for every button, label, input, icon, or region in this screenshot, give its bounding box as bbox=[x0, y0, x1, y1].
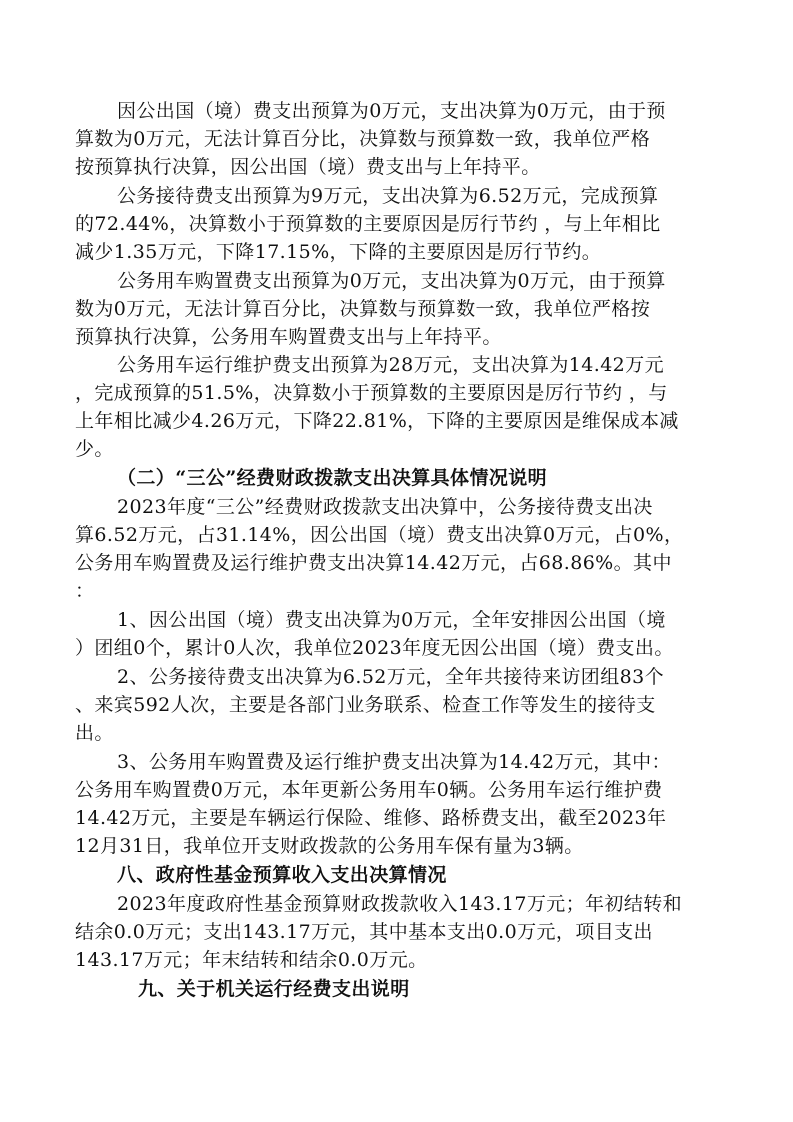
paragraph-line: 数为0万元，无法计算百分比，决算数与预算数一致，我单位严格按 bbox=[75, 298, 651, 320]
paragraph-line: 公务用车购置费及运行维护费支出决算14.42万元，占68.86%。其中 bbox=[75, 552, 672, 574]
paragraph-line: 14.42万元，主要是车辆运行保险、维修、路桥费支出，截至2023年 bbox=[75, 807, 667, 829]
paragraph-line: 因公出国（境）费支出预算为0万元，支出决算为0万元，由于预 bbox=[117, 100, 666, 122]
paragraph-line: 算6.52万元，占31.14%，因公出国（境）费支出决算0万元，占0%， bbox=[75, 524, 684, 546]
section-heading: 九、关于机关运行经费支出说明 bbox=[138, 978, 410, 1000]
paragraph-line: 143.17万元；年末结转和结余0.0万元。 bbox=[75, 949, 428, 971]
paragraph-line: 公务用车运行维护费支出预算为28万元，支出决算为14.42万元 bbox=[117, 354, 664, 376]
paragraph-line: 结余0.0万元；支出143.17万元，其中基本支出0.0万元，项目支出 bbox=[75, 921, 653, 943]
section-heading: 八、政府性基金预算收入支出决算情况 bbox=[117, 864, 447, 886]
paragraph-line: 、来宾592人次，主要是各部门业务联系、检查工作等发生的接待支 bbox=[75, 694, 656, 716]
paragraph-line: 3、公务用车购置费及运行维护费支出决算为14.42万元，其中： bbox=[117, 751, 671, 773]
paragraph-line: 的72.44%，决算数小于预算数的主要原因是厉行节约 ，与上年相比 bbox=[75, 213, 661, 235]
paragraph-line: 1、因公出国（境）费支出决算为0万元，全年安排因公出国（境 bbox=[117, 609, 666, 631]
paragraph-line: 公务接待费支出预算为9万元，支出决算为6.52万元，完成预算 bbox=[117, 185, 659, 207]
paragraph-line: ，完成预算的51.5%，决算数小于预算数的主要原因是厉行节约 ，与 bbox=[75, 382, 668, 404]
paragraph-line: 2023年度“三公”经费财政拨款支出决算中，公务接待费支出决 bbox=[117, 496, 653, 518]
section-heading: （二）“三公”经费财政拨款支出决算具体情况说明 bbox=[117, 467, 548, 489]
paragraph-line: 出。 bbox=[75, 722, 114, 744]
paragraph-line: ： bbox=[75, 580, 95, 602]
paragraph-line: 预算执行决算，公务用车购置费支出与上年持平。 bbox=[75, 326, 502, 348]
paragraph-line: ）团组0个，累计0人次，我单位2023年度无因公出国（境）费支出。 bbox=[75, 637, 674, 659]
paragraph-line: 减少1.35万元，下降17.15%，下降的主要原因是厉行节约。 bbox=[75, 241, 602, 263]
paragraph-line: 2、公务接待费支出决算为6.52万元，全年共接待来访团组83个 bbox=[117, 666, 664, 688]
paragraph-line: 12月31日，我单位开支财政拨款的公务用车保有量为3辆。 bbox=[75, 835, 584, 857]
paragraph-line: 少。 bbox=[75, 438, 114, 460]
paragraph-line: 公务用车购置费支出预算为0万元，支出决算为0万元，由于预算 bbox=[117, 270, 666, 292]
paragraph-line: 算数为0万元，无法计算百分比，决算数与预算数一致，我单位严格 bbox=[75, 128, 651, 150]
paragraph-line: 按预算执行决算，因公出国（境）费支出与上年持平。 bbox=[75, 156, 541, 178]
paragraph-line: 上年相比减少4.26万元，下降22.81%，下降的主要原因是维保成本减 bbox=[75, 410, 679, 432]
paragraph-line: 公务用车购置费0万元，本年更新公务用车0辆。公务用车运行维护费 bbox=[75, 779, 663, 801]
paragraph-line: 2023年度政府性基金预算财政拨款收入143.17万元；年初结转和 bbox=[117, 893, 683, 915]
